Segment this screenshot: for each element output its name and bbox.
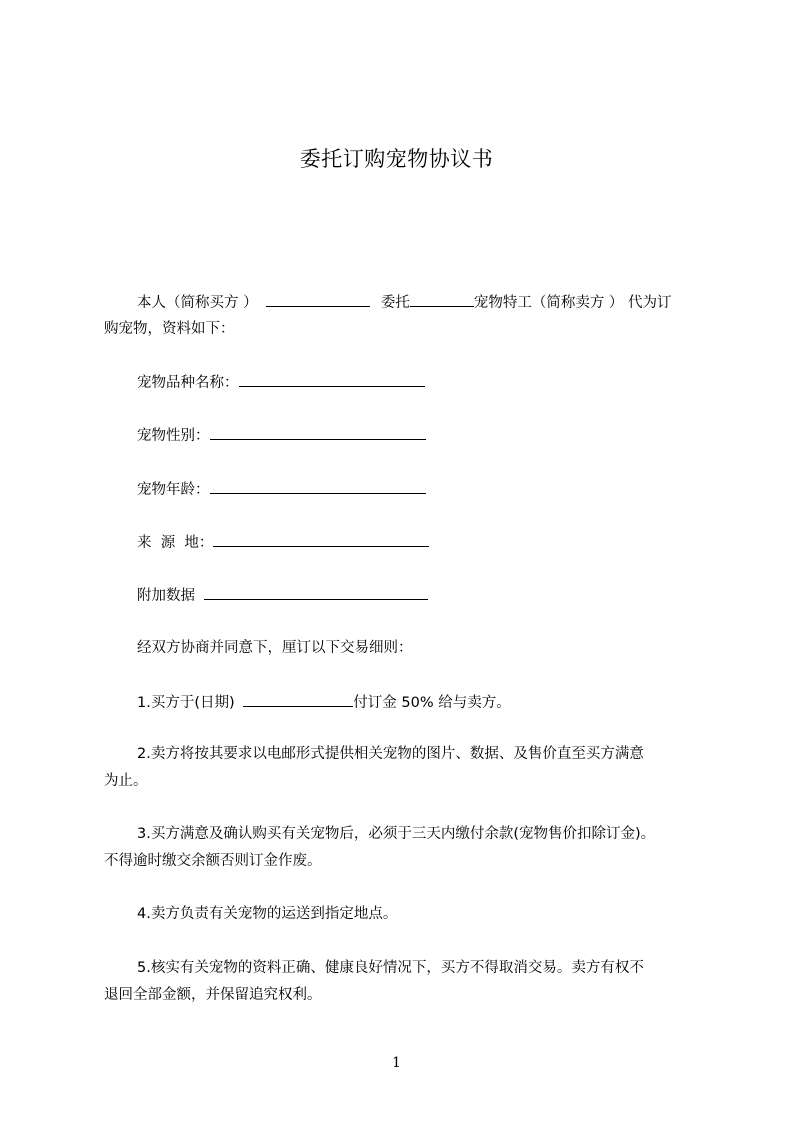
origin-blank[interactable] (213, 531, 429, 547)
rule-3-line-1: 3.买方满意及确认购买有关宠物后，必须于三天内缴付余款(宠物售价扣除订金)。 (137, 826, 656, 842)
field-pet-age (137, 478, 426, 500)
field-label: 附加数据 (137, 588, 200, 604)
field-pet-breed (137, 371, 425, 393)
intro-line-2: 购宠物，资料如下： (104, 321, 235, 337)
rule-2-line-1: 2.卖方将按其要求以电邮形式提供相关宠物的图片、数据、及售价直至买方满意 (137, 746, 644, 762)
rule-2-line-2: 为止。 (104, 773, 148, 789)
field-label: 宠物性别： (137, 428, 210, 444)
intro-text-seller: 宠物特工（简称卖方 ） 代为订 (473, 295, 672, 311)
field-extra-data (137, 584, 428, 606)
rules-intro: 经双方协商并同意下，厘订以下交易细则： (137, 640, 413, 656)
pet-breed-blank[interactable] (239, 371, 425, 387)
buyer-name-blank[interactable] (266, 291, 370, 307)
rule-1 (137, 691, 511, 713)
rule-5-line-2: 退回全部金额，并保留追究权利。 (104, 987, 322, 1003)
field-label: 宠物品种名称： (137, 375, 239, 391)
rule-3-line-2: 不得逾时缴交余额否则订金作废。 (104, 853, 322, 869)
rule-5-line-1: 5.核实有关宠物的资料正确、健康良好情况下，买方不得取消交易。卖方有权不 (137, 960, 644, 976)
seller-name-blank[interactable] (410, 291, 474, 307)
extra-data-blank[interactable] (204, 584, 428, 600)
field-pet-gender (137, 424, 426, 446)
pet-gender-blank[interactable] (210, 424, 426, 440)
field-origin (137, 531, 429, 553)
rule-1-text-a: 1.买方于(日期) (137, 695, 240, 711)
intro-line-1 (137, 291, 672, 313)
deposit-date-blank[interactable] (243, 691, 353, 707)
intro-text-entrust: 委托 (380, 295, 410, 311)
intro-text-buyer: 本人（简称买方 ） (137, 295, 258, 311)
pet-age-blank[interactable] (210, 478, 426, 494)
field-label: 宠物年龄： (137, 482, 210, 498)
document-title: 委托订购宠物协议书 (299, 147, 494, 171)
rule-1-text-b: 付订金 50% 给与卖方。 (353, 695, 511, 711)
field-label: 来 源 地： (137, 535, 214, 551)
rule-4: 4.卖方负责有关宠物的运送到指定地点。 (137, 906, 398, 922)
page-number: 1 (392, 1055, 401, 1071)
